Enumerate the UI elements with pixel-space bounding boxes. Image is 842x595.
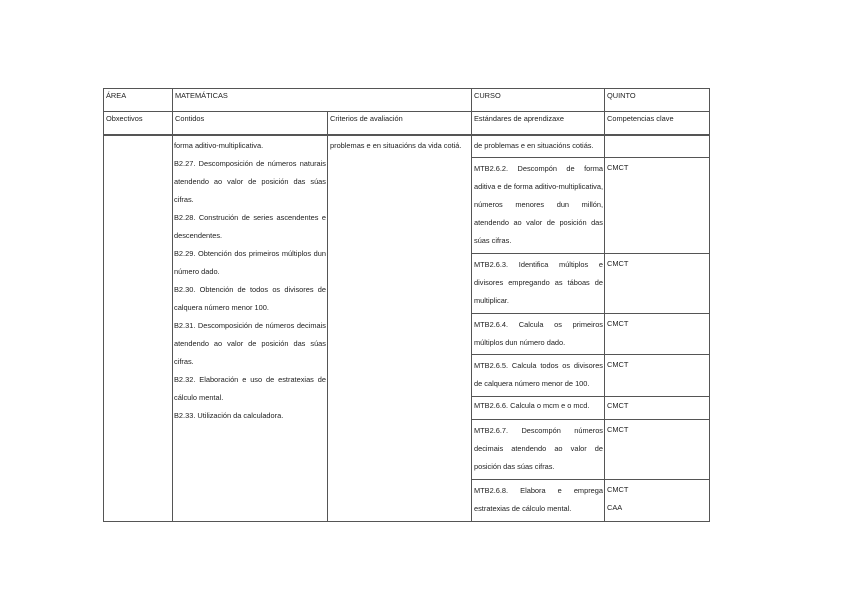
contido-item: B2.29. Obtención dos primeiros múltiplos dun número dado.: [174, 249, 326, 276]
column-divider: [471, 88, 472, 522]
column-divider: [327, 111, 328, 522]
estandar-text: MTB2.6.3. Identifica múltiplos e divisores empregando as táboas de multiplicar.: [474, 260, 603, 305]
contido-item: forma aditivo-multiplicativa.: [174, 141, 264, 150]
column-header-objectivos: Obxectivos: [106, 114, 143, 123]
standard-row-divider: [471, 396, 710, 397]
estandar-text: de problemas e en situacións cotiás.: [474, 141, 594, 150]
column-header-estandares: Estándares de aprendizaxe: [474, 114, 564, 123]
contido-item: B2.31. Descomposición de números decimais atendendo ao valor de posición das súas cifras.: [174, 321, 326, 366]
contido-item: B2.33. Utilización da calculadora.: [174, 411, 284, 420]
column-header-contidos: Contidos: [175, 114, 205, 123]
column-divider: [604, 88, 605, 522]
competencia-value: CMCT: [607, 163, 629, 172]
standard-row-divider: [471, 313, 710, 314]
area-value: MATEMÁTICAS: [175, 91, 228, 100]
estandar-text: MTB2.6.5. Calcula todos os divisores de calquera número menor de 100.: [474, 361, 603, 388]
standard-row-divider: [471, 419, 710, 420]
competencia-value: CMCT: [607, 259, 629, 268]
column-divider: [172, 88, 173, 522]
estandar-text: MTB2.6.8. Elabora e emprega estratexias de cálculo mental.: [474, 486, 603, 513]
contido-item: B2.32. Elaboración e uso de estratexias de cálculo mental.: [174, 375, 326, 402]
header-bottom-rule: [103, 134, 710, 136]
column-header-criterios: Criterios de avaliación: [330, 114, 403, 123]
competencia-value: CMCT: [607, 360, 629, 369]
table-border-right: [709, 88, 710, 522]
competencia-value: CMCT: [607, 485, 629, 494]
competencia-value: CMCT: [607, 401, 629, 410]
estandar-text: MTB2.6.7. Descompón números decimais atendendo ao valor de posición das súas cifras.: [474, 426, 603, 471]
contido-item: B2.28. Construción de series ascendentes e descendentes.: [174, 213, 326, 240]
standard-row-divider: [471, 157, 710, 158]
standard-row-divider: [471, 253, 710, 254]
criterio-text: problemas e en situacións da vida cotiá.: [330, 141, 462, 150]
competencia-value: CMCT: [607, 425, 629, 434]
curso-label: CURSO: [474, 91, 501, 100]
table-border-left: [103, 88, 104, 522]
standard-row-divider: [471, 479, 710, 480]
table-border-bottom: [103, 521, 710, 522]
curso-value: QUINTO: [607, 91, 636, 100]
contidos-list: [174, 137, 326, 425]
estandar-text: MTB2.6.6. Calcula o mcm e o mcd.: [474, 401, 590, 410]
standard-row-divider: [471, 354, 710, 355]
estandar-text: MTB2.6.4. Calcula os primeiros múltiplos dun número dado.: [474, 320, 603, 347]
table-border-top: [103, 88, 710, 89]
contido-item: B2.30. Obtención de todos os divisores de calquera número menor 100.: [174, 285, 326, 312]
row-divider: [103, 111, 710, 112]
competencia-value: CAA: [607, 503, 623, 512]
area-label: ÁREA: [106, 91, 127, 100]
estandar-text: MTB2.6.2. Descompón de forma aditiva e de forma aditivo-multiplicativa, números menores dun millón, atendendo ao valor de posición das súas cifras.: [474, 164, 603, 245]
contido-item: B2.27. Descomposición de números naturais atendendo ao valor de posición das súas cifras.: [174, 159, 326, 204]
competencia-value: CMCT: [607, 319, 629, 328]
column-header-competencias: Competencias clave: [607, 114, 674, 123]
